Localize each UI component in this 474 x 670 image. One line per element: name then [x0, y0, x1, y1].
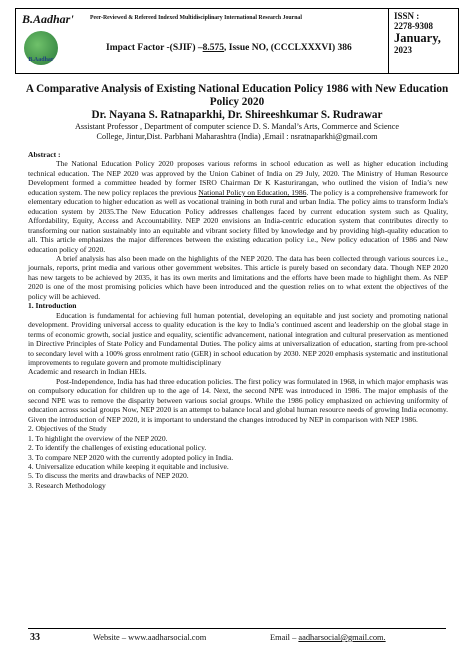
impact-factor: Impact Factor -(SJIF) –8.575, Issue NO, (CCCLXXXVI) 386 [106, 43, 352, 53]
issue-year: 2023 [394, 45, 412, 55]
footer-divider [28, 628, 446, 629]
logo-text: B.Aadhar [28, 57, 54, 63]
objective-item: 4. Universalize education while keeping it equitable and inclusive. [28, 461, 229, 471]
journal-brand: B.Aadhar' [22, 12, 74, 26]
website: Website – www.aadharsocial.com [93, 633, 207, 642]
header-left-cell [16, 9, 389, 73]
website-link[interactable]: www.aadharsocial.com [128, 633, 207, 642]
abstract-heading: Abstract : [28, 150, 61, 159]
email-link[interactable]: aadharsocial@gmail.com. [298, 633, 386, 642]
email: Email – aadharsocial@gmail.com. [270, 633, 386, 642]
paper-authors: Dr. Nayana S. Ratnaparkhi, Dr. Shireeshkumar S. Rudrawar [91, 109, 383, 121]
journal-header [15, 8, 459, 74]
abstract-paragraph-1: The National Education Policy 2020 proposes various reforms in school education as well as higher education including technical education. The NEP 2020 was approved by the Union Cabinet of India on 29 July, 2020. The Ministry of Human Resource Development formed a committee headed by former ISRO Chairman Dr K Kasturirangan, who outlined the vision of India’s new education system. The new policy replaces the previous National Policy on Education, 1986. The policy is a comprehensive framework for elementary education to higher education as well as vocational training in both rural and urban India. The policy aims to transform India's education system by 2035.The New Education Policy addresses challenges faced by current education system such as Quality, Affordability, Equity, Access and Accountability. NEP 2020 envisions an India-centric education system that contributes directly to transforming our nation sustainably into an equitable and vibrant society filled by knowledge and by providing high-quality education to all. This article emphasizes the major differences between the existing education policy i.e., New policy education of 1986 and New education policy of 2020. [28, 159, 448, 254]
paper-body [28, 150, 448, 490]
affiliation-line-1: Assistant Professor , Department of computer science D. S. Mandal’s Arts, Commerce and Science [74, 122, 399, 131]
introduction-paragraph-1-tail: Academic and research in Indian HEIs. [28, 367, 147, 377]
objective-item: 2. To identify the challenges of existing educational policy. [28, 443, 207, 453]
header-right-cell [394, 11, 458, 56]
abstract-paragraph-2: A brief analysis has also been made on the highlights of the NEP 2020. The data has been collected through various sources i.e., journals, reports, print media and various other government websites. This article is purely based on secondary data. Though NEP 2020 has new targets to be achieved by 2035, it has its own merits and limitations and the efforts have been made to highlight them. As NEP 2020 is one of the most promising policies which have been introduced and the question relies on to what extent the objectives of the policy will be achieved. [28, 253, 448, 301]
affiliation-line-2: College, Jintur,Dist. Parbhani Maharashtra (India) ,Email : nsratnaparkhi@gmail.com [96, 132, 378, 141]
introduction-paragraph-1: Education is fundamental for achieving full human potential, developing an equitable and just society and promoting national development. Providing universal access to quality education is the key to India’s continued ascent and leadership on the global stage in terms of economic growth, social justice and equality, scientific advancement, national integration and cultural preservation as mentioned in Directive Principles of State Policy and Fundamental Duties. The policy aims at universalization of education, starting from pre-school to secondary level with a 100% gross enrolment ratio (GER) in school education by 2030. NEP 2020 emphasis systematic and institutional improvements to regulate govern and promote multidisciplinary [28, 310, 448, 367]
npe-1986-link[interactable]: National Policy on Education, 1986 [198, 187, 307, 197]
objective-item: 1. To highlight the overview of the NEP 2020. [28, 433, 168, 443]
issue-month: January, [394, 31, 441, 45]
methodology-heading: 3. Research Methodology [28, 480, 106, 490]
introduction-heading: 1. Introduction [28, 301, 77, 311]
introduction-paragraph-2: Post-Independence, India has had three education policies. The first policy was formulated in 1968, in which major emphasis was on compulsory education for children up to the age of 14. Next, the second NPE was introduced in 1986. The major emphasis of the second NPE was to remove the disparity between various social groups. While the 1986 policy emphasized on achieving uniformity of education across social groups Now, NEP 2020 is an attempt to balance local and global human resource needs of growing India economy. Given the introduction of NEP 2020, it is important to understand the changes introduced by NEP in comparison with NEP 1986. [28, 376, 448, 424]
page-number: 33 [30, 632, 40, 643]
objective-item: 3. To compare NEP 2020 with the currently adopted policy in India. [28, 452, 234, 462]
objectives-heading: 2. Objectives of the Study [28, 424, 107, 434]
author-affiliation [20, 122, 454, 142]
objective-item: 5. To discuss the merits and drawbacks of NEP 2020. [28, 471, 189, 481]
impact-value: 8.575 [202, 43, 225, 53]
issn-value: 2278-9308 [394, 21, 433, 31]
paper-title: A Comparative Analysis of Existing National Education Policy 1986 with New Education Policy 2020 [25, 83, 449, 108]
journal-subtitle: Peer-Reviewed & Refereed Indexed Multidisciplinary International Research Journal [90, 15, 302, 21]
issn-label: ISSN : [394, 11, 420, 21]
